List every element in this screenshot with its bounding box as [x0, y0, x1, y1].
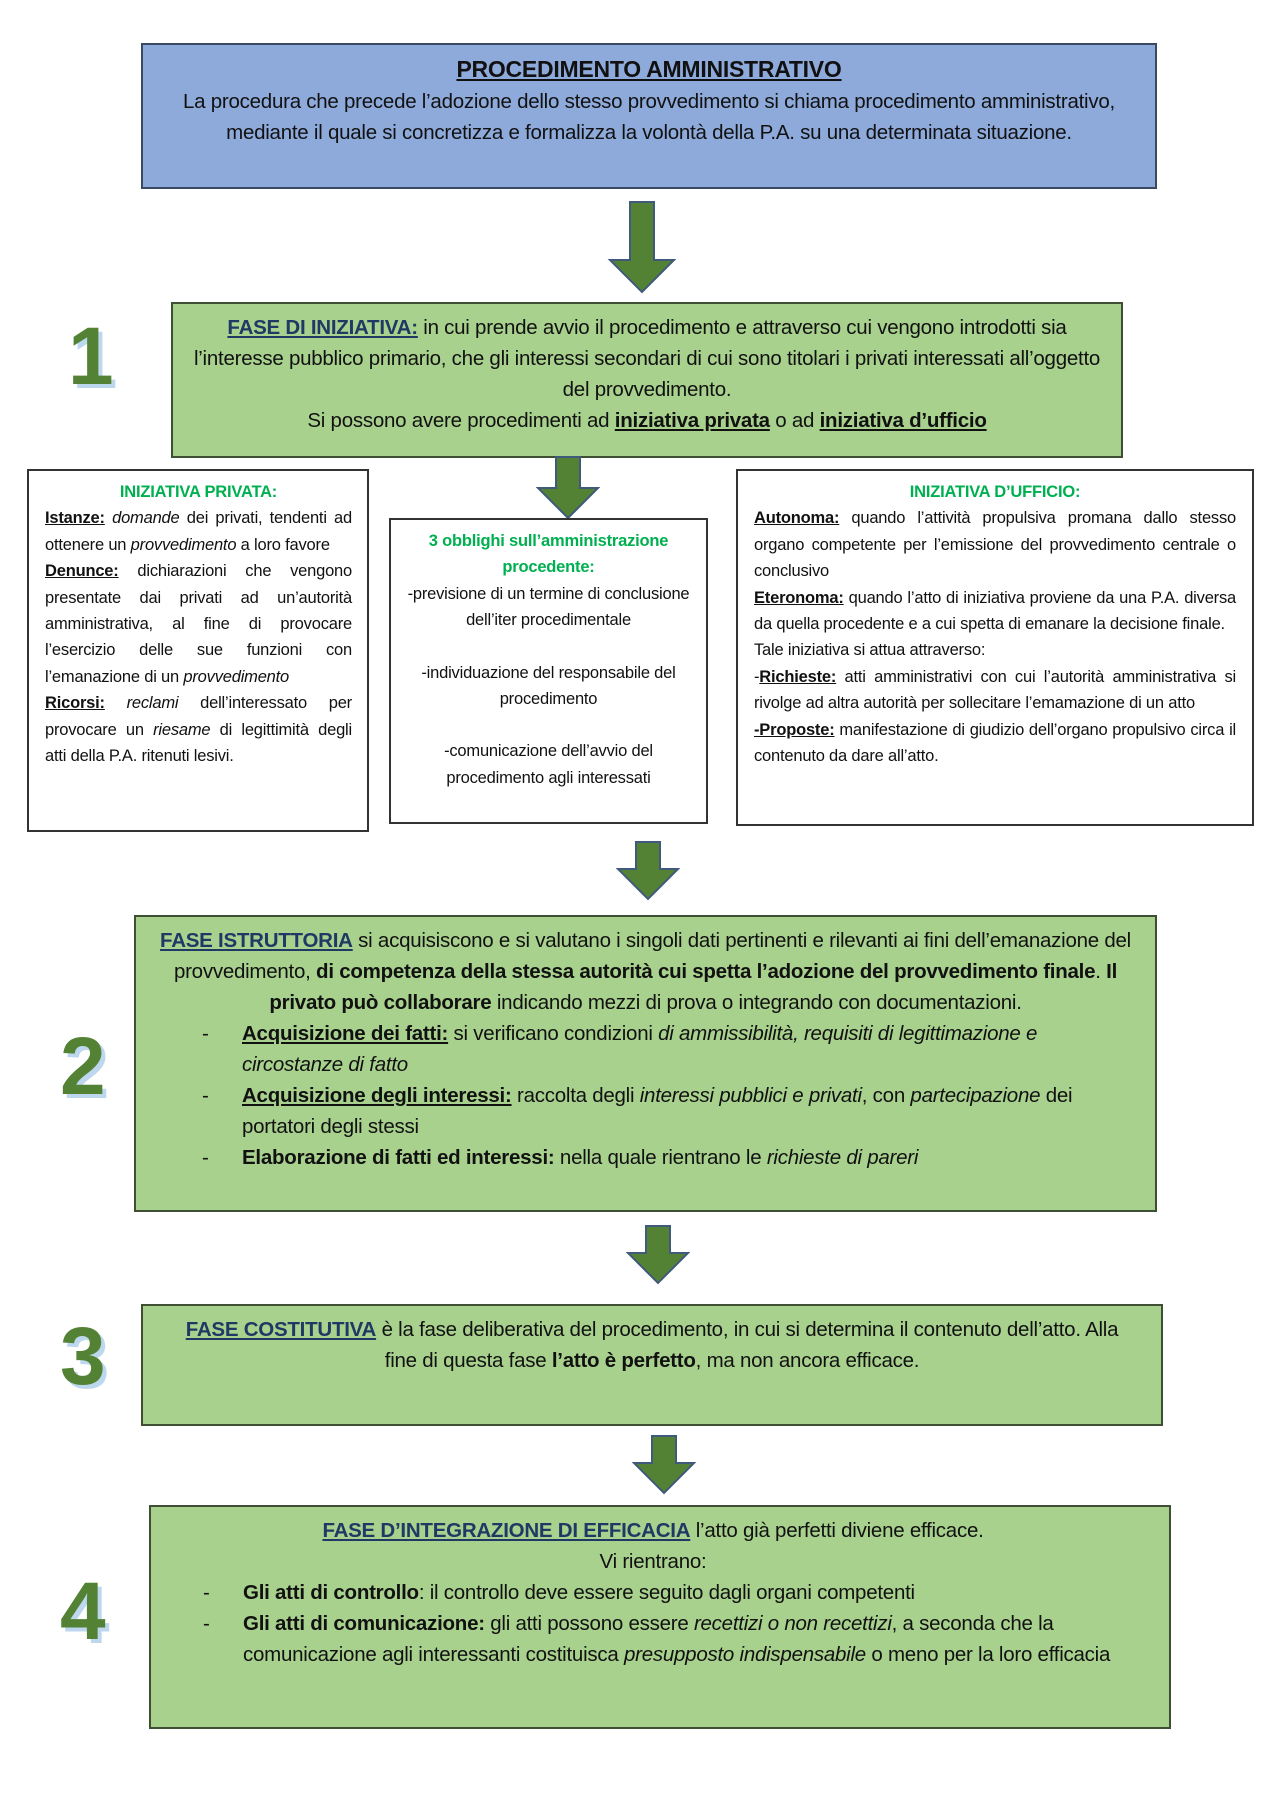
paragraph [151, 1515, 1155, 1546]
text-segment: Autonoma: [754, 509, 840, 528]
text-segment: interessi pubblici e privati [639, 1084, 862, 1107]
text-segment: , a seconda che la comunicazione agli interessanti costituisca [243, 1612, 1054, 1666]
spacer [403, 712, 694, 738]
text-segment: , con [861, 1084, 911, 1107]
paragraph [754, 505, 1236, 584]
text-segment: Vi rientrano: [599, 1550, 707, 1573]
paragraph [45, 505, 352, 558]
text-segment: recettizi o non recettizi [693, 1612, 892, 1635]
phase-4-box [149, 1505, 1171, 1729]
office-initiative-text [754, 505, 1236, 769]
text-segment: quando l’atto di iniziativa proviene da una P.A. diversa da quella procedente e a cui spetta di emanare la decisione finale. [754, 588, 1236, 634]
spacer [403, 634, 694, 660]
text-segment: -previsione di un termine di conclusione dell’iter procedimentale [407, 584, 690, 630]
paragraph [173, 54, 1125, 86]
text-segment: reclami [126, 694, 179, 713]
paragraph [173, 1314, 1131, 1376]
text-segment: l’atto già perfetti diviene efficace. [690, 1519, 984, 1542]
list-item [150, 1080, 1141, 1142]
list-item [150, 1018, 1141, 1080]
text-segment: presupposto indispensabile [623, 1643, 866, 1666]
arrow-down-icon [606, 200, 678, 294]
arrow-down-icon [626, 1225, 690, 1285]
paragraph [754, 717, 1236, 770]
paragraph [403, 581, 694, 634]
text-segment: Elaborazione di fatti ed interessi: [242, 1146, 555, 1169]
text-segment: domande [112, 509, 180, 528]
text-segment [105, 694, 127, 712]
text-segment [105, 509, 112, 527]
text-segment: dell’interessato per provocare un [45, 694, 352, 739]
text-segment: Richieste: [759, 667, 837, 686]
text-segment: dei portatori degli stessi [242, 1084, 1073, 1138]
text-segment: o meno per la loro efficacia [865, 1643, 1111, 1666]
phase-number-4: 4 [60, 1566, 106, 1657]
text-segment: -comunicazione dell’avvio del procedimento agli interessati [444, 742, 653, 787]
paragraph [45, 690, 352, 769]
phase-4-list [151, 1577, 1155, 1670]
text-segment: riesame [153, 720, 211, 739]
text-segment: richieste di pareri [766, 1146, 919, 1169]
arrow-down-icon [632, 1435, 696, 1495]
header-box [141, 43, 1157, 189]
text-segment: a loro favore [236, 535, 330, 554]
text-segment: : il controllo deve essere seguito dagli organi competenti [418, 1581, 915, 1604]
text-segment: dei privati, tendenti ad ottenere un [45, 509, 352, 554]
phase-number-3: 3 [60, 1311, 106, 1402]
obligations-text [403, 581, 694, 791]
text-segment: FASE COSTITUTIVA [185, 1318, 377, 1341]
text-segment: l’atto è perfetto [551, 1349, 696, 1372]
phase-number-1: 1 [68, 311, 114, 402]
text-segment: si acquisiscono e si valutano i singoli dati pertinenti e rilevanti ai fini dell’emanazione del provvedimento, [173, 929, 1131, 983]
obligations-box [389, 518, 708, 824]
private-initiative-text [45, 505, 352, 769]
text-segment: Tale iniziativa si attua attraverso: [754, 641, 986, 660]
paragraph [754, 585, 1236, 638]
text-segment: in cui prende avvio il procedimento e attraverso cui vengono introdotti sia l’interesse pubblico primario, che gli interessi secondari di cui sono titolari i privati interessati all’oggetto del provvedimento. [193, 316, 1101, 401]
text-segment: Ricorsi: [45, 694, 105, 713]
arrow-down-icon [536, 456, 600, 520]
text-segment: iniziativa d’ufficio [819, 409, 987, 432]
paragraph [754, 637, 1236, 663]
phase-number-2: 2 [60, 1021, 106, 1112]
text-segment: raccolta degli [511, 1084, 640, 1107]
text-segment: La procedura che precede l’adozione dello stesso provvedimento si chiama procedimento amministrativo, mediante il quale si concretizza e formalizza la volontà della P.A. su una determinata situazione. [183, 90, 1115, 144]
text-segment: -individuazione del responsabile del procedimento [421, 663, 676, 709]
text-segment: quando l’attività propulsiva promana dallo stesso organo competente per l’emissione del provvedimento centrale o conclusivo [754, 509, 1236, 581]
phase-4-text [151, 1515, 1155, 1577]
text-segment: Gli atti di controllo [243, 1581, 419, 1604]
text-segment: -Proposte: [754, 720, 835, 739]
phase-3-box [141, 1304, 1163, 1426]
text-segment: Eteronoma: [754, 588, 844, 607]
paragraph [173, 86, 1125, 148]
text-segment: Gli atti di comunicazione: [243, 1612, 485, 1635]
paragraph [193, 405, 1101, 436]
text-segment: Si possono avere procedimenti ad [307, 409, 615, 432]
text-segment: partecipazione [910, 1084, 1041, 1107]
text-segment: , ma non ancora efficace. [695, 1349, 920, 1372]
office-initiative-title: INIZIATIVA D’UFFICIO: [909, 483, 1081, 501]
text-segment: indicando mezzi di prova o integrando con documentazioni. [491, 991, 1022, 1014]
obligations-title: 3 obblighi sull’amministrazione procedente: [428, 532, 669, 577]
text-segment: provvedimento [183, 667, 290, 686]
text-segment: Acquisizione dei fatti: [242, 1022, 449, 1045]
list-item [150, 1142, 1141, 1173]
text-segment: - [754, 667, 760, 686]
text-segment: Acquisizione degli interessi: [242, 1084, 512, 1107]
paragraph [403, 738, 694, 791]
text-segment: . [1095, 960, 1107, 983]
text-segment: iniziativa privata [614, 409, 770, 432]
text-segment: PROCEDIMENTO AMMINISTRATIVO [456, 56, 842, 82]
text-segment: FASE DI INIZIATIVA: [227, 316, 418, 339]
phase-1-text [193, 312, 1101, 436]
list-item [151, 1608, 1155, 1670]
paragraph [193, 312, 1101, 405]
text-segment: Istanze: [45, 509, 105, 528]
list-item [151, 1577, 1155, 1608]
phase-2-list [150, 1018, 1141, 1173]
text-segment: gli atti possono essere [484, 1612, 694, 1635]
text-segment: di competenza della stessa autorità cui spetta l’adozione del provvedimento finale [316, 960, 1096, 983]
phase-2-text [150, 925, 1141, 1018]
paragraph [754, 664, 1236, 717]
phase-2-box [134, 915, 1157, 1212]
office-initiative-box [736, 469, 1254, 826]
private-initiative-title: INIZIATIVA PRIVATA: [119, 483, 278, 501]
text-segment: FASE ISTRUTTORIA [160, 929, 353, 952]
text-segment: atti amministrativi con cui l’autorità amministrativa si rivolge ad altra autorità per sollecitare l’emamazione di un atto [754, 667, 1236, 713]
header-text [173, 54, 1125, 148]
phase-1-box [171, 302, 1123, 458]
text-segment: di ammissibilità, requisiti di legittimazione e circostanze di fatto [242, 1022, 1038, 1076]
paragraph [150, 925, 1141, 1018]
text-segment: si verificano condizioni [448, 1022, 659, 1045]
text-segment: di legittimità degli atti della P.A. ritenuti lesivi. [45, 720, 352, 766]
arrow-down-icon [616, 841, 680, 901]
text-segment: FASE D’INTEGRAZIONE DI EFFICACIA [322, 1519, 691, 1542]
text-segment: provvedimento [130, 535, 237, 554]
text-segment: Il privato può collaborare [269, 960, 1118, 1014]
private-initiative-box [27, 469, 369, 832]
paragraph [403, 660, 694, 713]
text-segment: è la fase deliberativa del procedimento, in cui si determina il contenuto dell’atto. Alla fine di questa fase [376, 1318, 1119, 1372]
text-segment: Denunce: [45, 562, 119, 581]
phase-3-text [173, 1314, 1131, 1376]
text-segment: manifestazione di giudizio dell’organo propulsivo circa il contenuto da dare all’atto. [754, 720, 1236, 766]
text-segment: dichiarazioni che vengono presentate dai privati ad un’autorità amministrativa, al fine di provocare l’esercizio delle sue funzioni con l’emanazione di un [45, 562, 352, 686]
text-segment: nella quale rientrano le [554, 1146, 767, 1169]
paragraph [45, 558, 352, 690]
text-segment: o ad [769, 409, 820, 432]
paragraph [151, 1546, 1155, 1577]
